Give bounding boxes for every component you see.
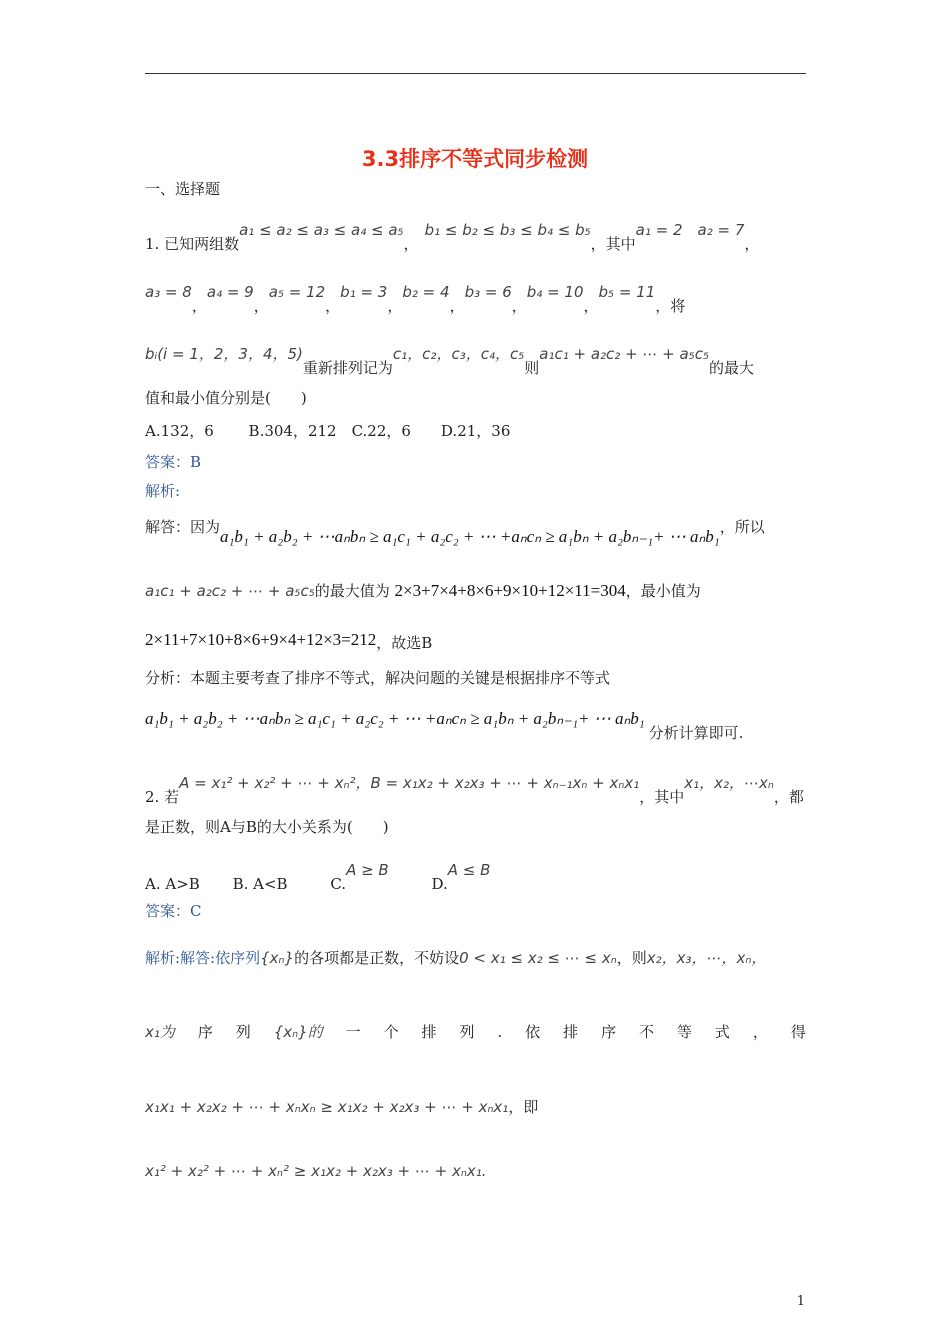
q2-math-a: A = x₁² + x₂² + ⋯ + xₙ²，B = x₁x₂ + x₂x₃ + ⋯ + xₙ₋₁xₙ + xₙx₁	[179, 774, 640, 792]
q1-max-line	[145, 580, 701, 602]
q1-b4: b₄ = 10	[526, 283, 584, 301]
q1-b2: b₂ = 4	[402, 283, 450, 301]
q1-math-a: a₁ ≤ a₂ ≤ a₃ ≤ a₄ ≤ a₅	[239, 221, 404, 239]
q2-tok: ，	[752, 1023, 768, 1041]
q2-line2: 是正数，则A与B的大小关系为( )	[145, 818, 389, 836]
page-title: 3.3排序不等式同步检测	[361, 147, 589, 171]
q1-min-line	[145, 629, 432, 651]
q2-tok: 列	[235, 1023, 251, 1041]
q1-then-text: 则	[524, 359, 540, 377]
q2-sol-text2: ，则	[616, 949, 647, 967]
q1-fenxi-math-line	[145, 708, 744, 742]
q2-ineq1: x₁x₁ + x₂x₂ + ⋯ + xₙxₙ ≥ x₁x₂ + x₂x₃ + ⋯ + xₙx₁	[145, 1098, 509, 1116]
q1-answer: 答案：B	[145, 453, 202, 471]
q2-tok: 个	[383, 1023, 399, 1041]
q1-line1: 1. 已知两组数a₁ ≤ a₂ ≤ a₃ ≤ a₄ ≤ a₅，b₁ ≤ b₂ ≤ b₃ ≤ b₄ ≤ b₅，其中a₁ = 2 a₂ = 7，	[145, 221, 760, 253]
q1-rearrange-text: 重新排列记为	[302, 359, 393, 377]
q2-tok: 排	[563, 1023, 579, 1041]
q2-opt-d: D.	[431, 875, 448, 893]
q2-tok: 排	[421, 1023, 437, 1041]
q2-line1	[145, 774, 804, 808]
q1-max-math: a₁c₁ + a₂c₂ + ⋯ + a₅c₅	[145, 582, 315, 600]
q1-line2: a₃ = 8，a₄ = 9，a₅ = 12，b₁ = 3，b₂ = 4，b₃ = 6，b₄ = 10，b₅ = 11，将	[145, 283, 686, 315]
q2-ineq1-end: ，即	[508, 1098, 539, 1116]
q1-math-d: a₂ = 7	[697, 221, 745, 239]
q2-tok: 依	[525, 1023, 541, 1041]
q1-b3: b₃ = 6	[464, 283, 512, 301]
q2-mid: ，其中	[639, 788, 685, 806]
q2-sol-math1: {xₙ}	[260, 949, 295, 967]
q2-solution	[145, 947, 766, 969]
q1-line2-end: ，将	[655, 297, 686, 315]
q1-options: A.132，6 B.304，212 C.22，6 D.21，36	[145, 422, 511, 440]
q1-a4: a₄ = 9	[206, 283, 254, 301]
q1-min-text: ，最小值为	[625, 582, 701, 600]
q1-b1: b₁ = 3	[340, 283, 388, 301]
q1-sol-suffix: ，所以	[719, 518, 765, 536]
header-rule	[145, 73, 806, 74]
q2-tok: 序	[601, 1023, 617, 1041]
q1-a3: a₃ = 8	[145, 283, 192, 301]
q2-options	[145, 861, 491, 895]
q1-analysis-label: 解析:	[145, 482, 181, 500]
q1-sol-prefix: 解答：因为	[145, 518, 221, 536]
q2-tok: 式	[714, 1023, 730, 1041]
q2-sol-prefix: 解析:解答:依序列	[145, 949, 261, 967]
q2-opt-c-math: A ≥ B	[346, 861, 389, 879]
q1-max-text: 的最大	[708, 359, 754, 377]
q1-fenxi-math: a₁b₁ + a₂b₂ + ⋯aₙbₙ ≥ a₁c₁ + a₂c₂ + ⋯ +aₙcₙ ≥ a₁bₙ + a₂bₙ₋₁+ ⋯ aₙb₁	[145, 709, 645, 728]
q1-b5: b₅ = 11	[598, 283, 656, 301]
section-heading: 一、选择题	[145, 180, 221, 198]
q2-tok: 一	[345, 1023, 361, 1041]
q2-ineq2-line	[145, 1160, 487, 1182]
q1-bi: bᵢ(i = 1，2，3，4，5)	[145, 345, 303, 363]
q2-opt-a: A. A>B	[145, 875, 200, 893]
q2-tok: 等	[676, 1023, 692, 1041]
q1-fenxi: 分析：本题主要考查了排序不等式，解决问题的关键是根据排序不等式	[145, 669, 611, 687]
q2-opt-d-math: A ≤ B	[447, 861, 491, 879]
q2-tok: 不	[639, 1023, 655, 1041]
q2-math-b: x₁，x₂，⋯xₙ	[684, 774, 774, 792]
q1-sum-expr: a₁c₁ + a₂c₂ + ⋯ + a₅c₅	[539, 345, 709, 363]
q2-ineq2: x₁² + x₂² + ⋯ + xₙ² ≥ x₁x₂ + x₂x₃ + ⋯ + xₙx₁.	[145, 1162, 487, 1180]
q1-math-c: a₁ = 2	[635, 221, 683, 239]
q1-line3	[145, 345, 754, 379]
q2-permutation-line	[145, 1021, 806, 1043]
page-number: 1	[796, 1294, 805, 1309]
q2-prefix: 2. 若	[145, 788, 180, 806]
q1-max-calc: 2×3+7×4+8×6+9×10+12×11=304	[394, 581, 626, 600]
q2-opt-c: C.	[330, 875, 347, 893]
q2-answer: 答案：C	[145, 902, 202, 920]
q1-sol-math: a₁b₁ + a₂b₂ + ⋯aₙbₙ ≥ a₁c₁ + a₂c₂ + ⋯ +aₙcₙ ≥ a₁bₙ + a₂bₙ₋₁+ ⋯ aₙb₁	[220, 527, 720, 546]
q1-sep: ，	[403, 235, 419, 253]
q1-min-suffix: ，故选B	[376, 634, 433, 652]
q1-prefix: 1. 已知两组数	[145, 235, 240, 253]
q2-tok: 列	[459, 1023, 475, 1041]
q1-solution	[145, 516, 765, 546]
q2-ineq1-line	[145, 1096, 538, 1118]
q1-a5: a₅ = 12	[268, 283, 326, 301]
q2-tok: {xₙ}的	[273, 1023, 323, 1041]
q1-math-b: b₁ ≤ b₂ ≤ b₃ ≤ b₄ ≤ b₅	[424, 221, 591, 239]
q2-tok: .	[497, 1023, 503, 1041]
q2-sol-math3: x₂，x₃，⋯，xₙ，	[646, 949, 767, 967]
q2-end: ，都	[773, 788, 804, 806]
q2-opt-b: B. A<B	[232, 875, 288, 893]
q1-line4: 值和最小值分别是( )	[145, 389, 307, 407]
q1-c-list: c₁，c₂，c₃，c₄，c₅	[392, 345, 525, 363]
q2-tok: 序	[197, 1023, 213, 1041]
q1-fenxi-end: 分析计算即可.	[648, 724, 744, 742]
q2-sol-text1: 的各项都是正数，不妨设	[294, 949, 460, 967]
q2-tok: 得	[790, 1023, 806, 1041]
q2-sol-math2: 0 < x₁ ≤ x₂ ≤ ⋯ ≤ xₙ	[459, 949, 617, 967]
q2-tok: x₁为	[145, 1023, 175, 1041]
q1-min-calc: 2×11+7×10+8×6+9×4+12×3=212	[145, 630, 377, 649]
q1-max-text: 的最大值为	[314, 582, 390, 600]
q1-mid: ，其中	[590, 235, 636, 253]
